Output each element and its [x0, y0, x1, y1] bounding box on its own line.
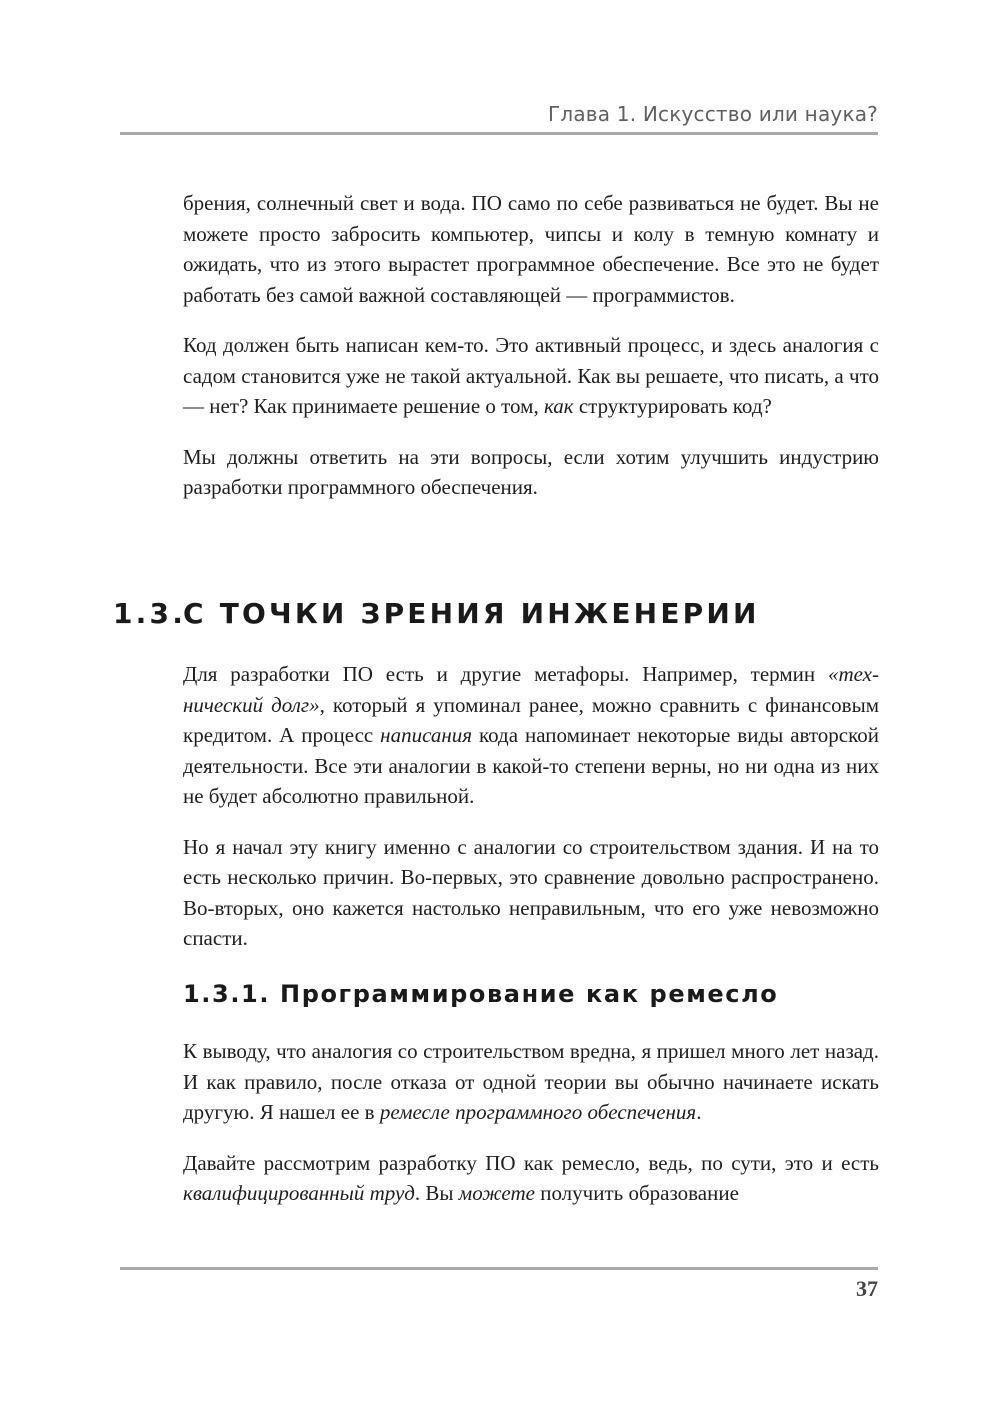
paragraph: Мы должны ответить на эти вопросы, если хотим улучшить индустрию разработки программного обеспечения.: [183, 444, 879, 499]
header-rule: [120, 132, 878, 135]
text-run: .: [696, 1100, 702, 1124]
section-heading: [113, 597, 883, 630]
intro-content: [183, 188, 879, 523]
emphasis: «технический долг»: [183, 662, 879, 717]
text-run: . Вы: [414, 1181, 459, 1205]
emphasis: можете: [458, 1181, 535, 1205]
paragraph: [183, 1148, 879, 1209]
text-run: кода напоминает некоторые виды авторской деятельности. Все эти аналогии в какой-то степени верны, но ни одна из них не будет абсолютно правильной.: [183, 723, 880, 808]
text-run: Код должен быть написан кем-то. Это активный процесс, и здесь аналогия с садом становится уже не такой актуальной. Как вы решаете, что писать, а что — нет? Как принимаете решение о том,: [183, 333, 879, 418]
emphasis: квалифицированный труд: [183, 1181, 415, 1205]
text-run: получить образование: [534, 1181, 739, 1205]
emphasis: написания: [380, 723, 473, 747]
emphasis: как: [543, 394, 574, 418]
subsection-content: [183, 1036, 879, 1229]
text-run: Для разработки ПО есть и другие метафоры. Например, термин: [183, 662, 828, 686]
text-run: структурировать код?: [573, 394, 772, 418]
text-run: К выводу, что аналогия со строительством вредна, я пришел много лет назад. И как правило, после отказа от одной теории вы обычно начинаете искать другую. Я нашел ее в: [183, 1039, 879, 1124]
paragraph: Но я начал эту книгу именно с аналогии со строительством здания. И на то есть несколько причин. Во-первых, это сравнение довольно распространено. Во-вторых, оно кажется настолько неправильным, что его уже невозможно спасти.: [183, 834, 879, 950]
paragraph: [183, 659, 879, 812]
section-title: С ТОЧКИ ЗРЕНИЯ ИНЖЕНЕРИИ: [183, 597, 760, 630]
text-run: Давайте рассмотрим разработку ПО как ремесло, ведь, по сути, это и есть: [183, 1150, 879, 1175]
subsection-heading: 1.3.1. Программирование как ремесло: [183, 980, 779, 1008]
paragraph: брения, солнечный свет и вода. ПО само по себе развиваться не будет. Вы не можете просто забросить компьютер, чипсы и колу в темную комнату и ожидать, что из этого вырастет программное обеспечение. Все это не будет работать без самой важной составляющей — программистов.: [183, 191, 879, 307]
emphasis: ремесле программного обеспечения: [379, 1100, 697, 1124]
text-run: , который я упоминал ранее, можно сравнить с финансовым кредитом. А процесс: [183, 692, 879, 747]
paragraph: [183, 1036, 879, 1128]
footer-rule: [120, 1267, 878, 1270]
running-header: Глава 1. Искусство или наука?: [547, 102, 878, 126]
section-content: [183, 659, 879, 974]
page-number: 37: [856, 1276, 878, 1301]
paragraph: [183, 330, 879, 422]
section-number: 1.3.: [113, 597, 187, 630]
